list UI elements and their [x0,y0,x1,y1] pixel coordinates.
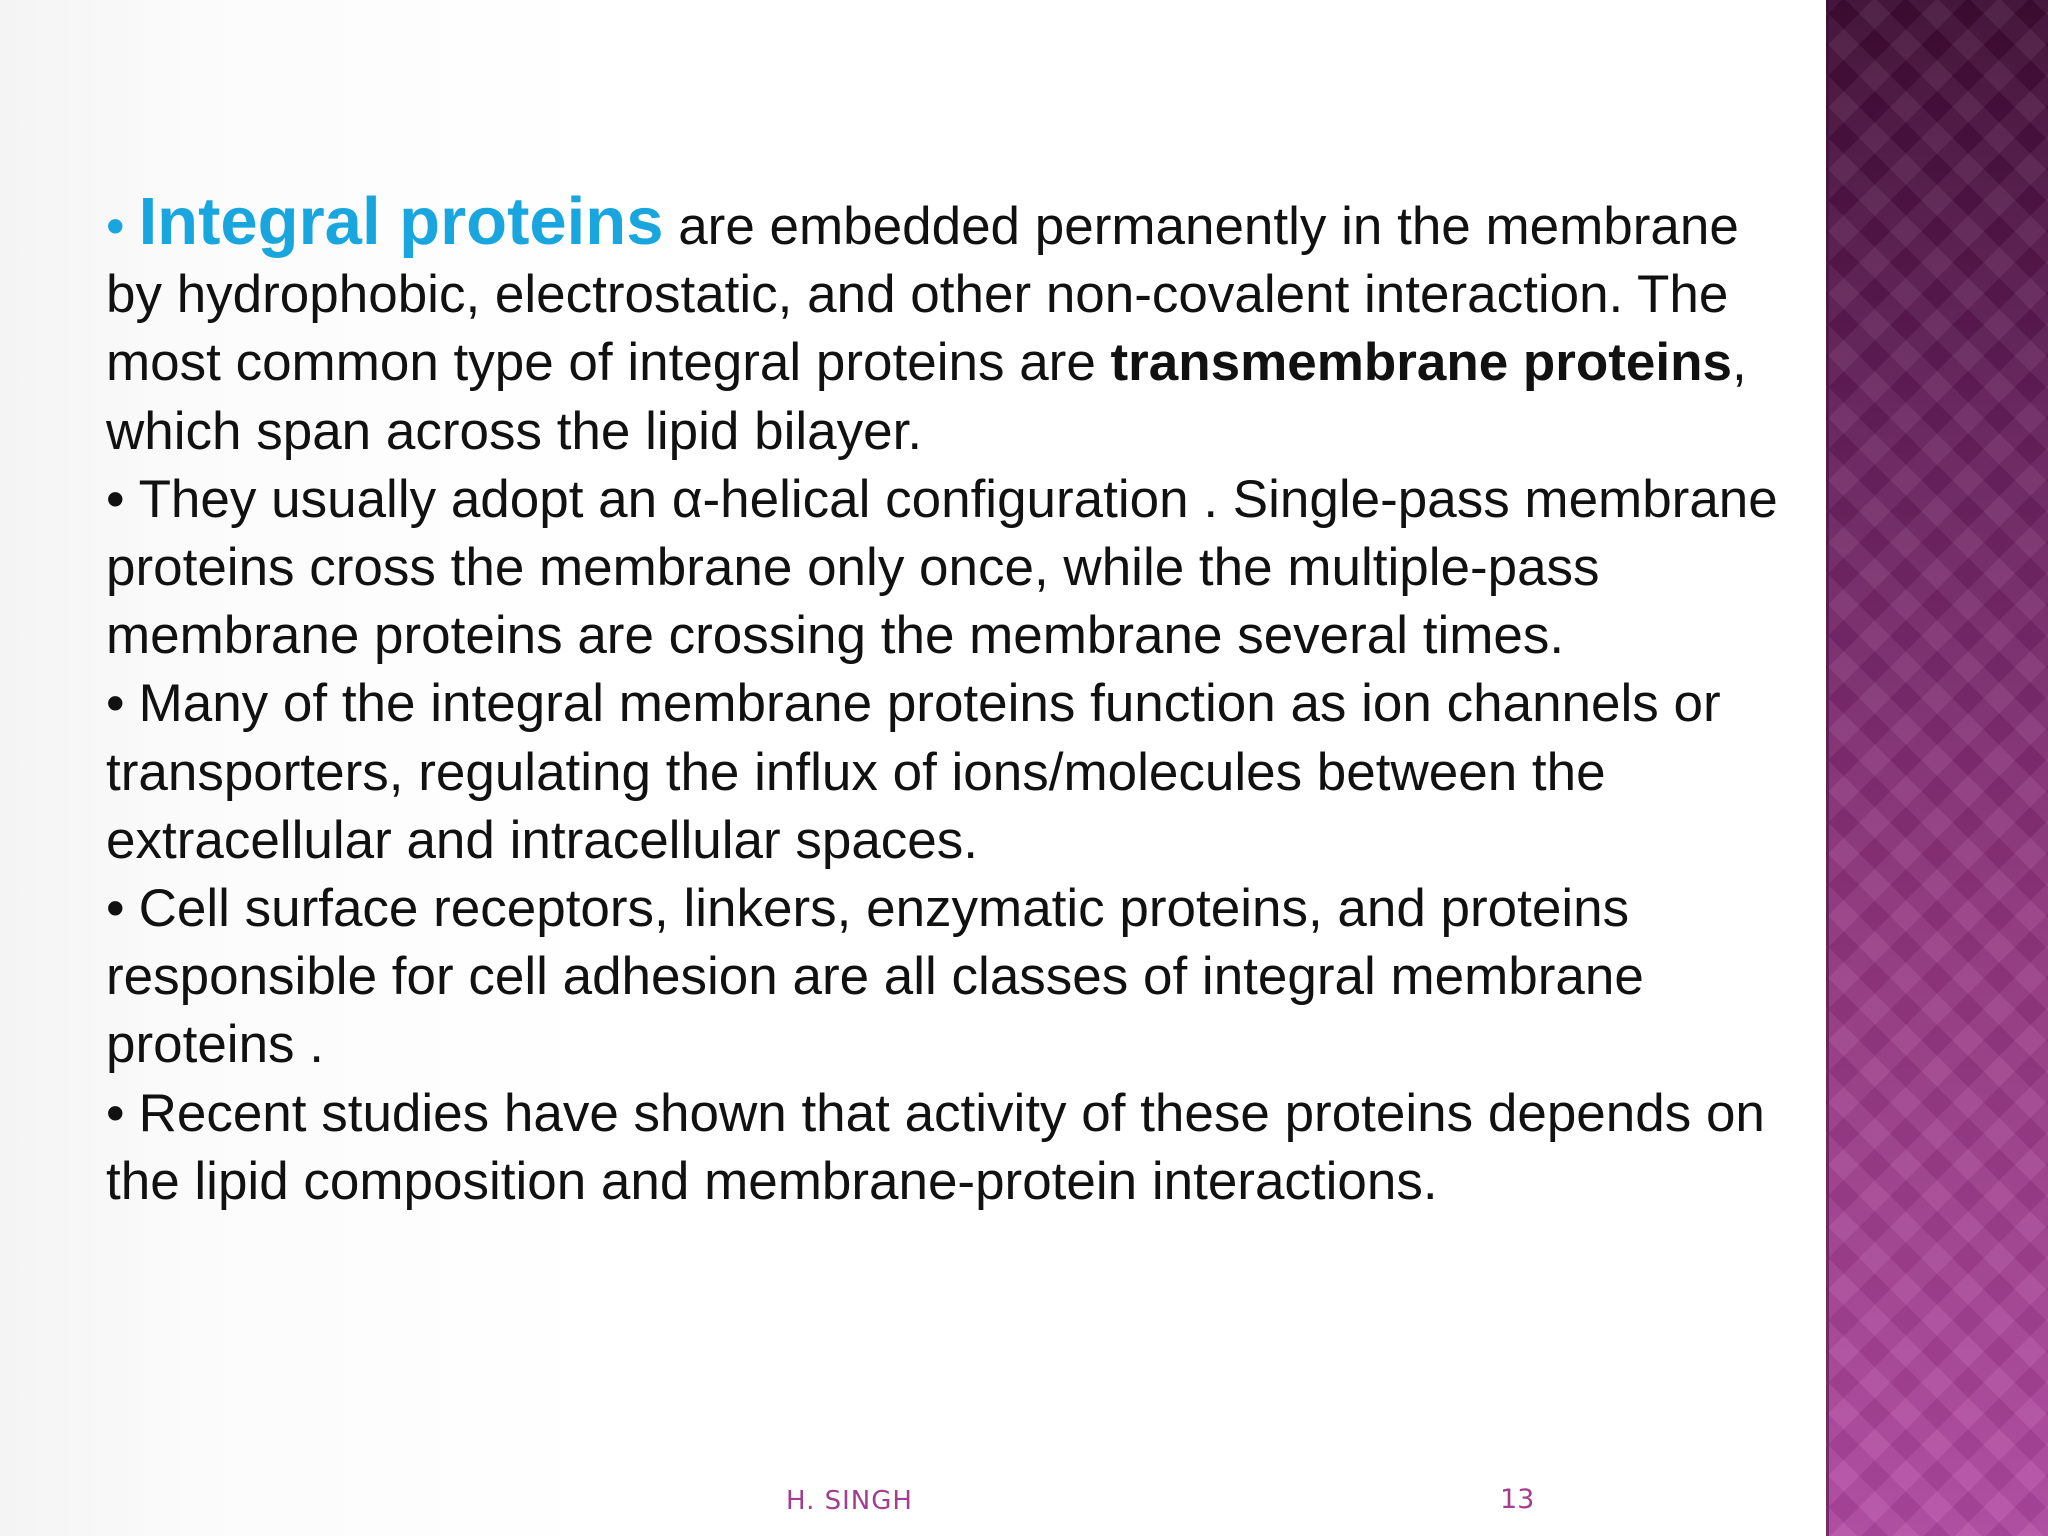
bullet-text: Cell surface receptors, linkers, enzymatic proteins, and proteins responsible for cell adhesion are all classes of integral membrane proteins . [106,879,1644,1075]
slide-body [106,184,1806,1216]
bullet-integral-proteins [106,184,1806,466]
footer-author: H. SINGH [786,1486,913,1516]
bullet-recent-studies [106,1080,1806,1216]
integral-proteins-term: Integral proteins [138,184,664,259]
bullet-text: Many of the integral membrane proteins function as ion channels or transporters, regulating the influx of ions/molecules between the extracellular and intracellular spaces. [106,674,1721,870]
bullet-marker: • [106,1083,125,1143]
bullet-text: Recent studies have shown that activity of these proteins depends on the lipid composition and membrane-protein interactions. [106,1083,1765,1211]
decorative-side-band [1826,0,2048,1536]
bullet-ion-channels [106,670,1806,875]
bullet-marker: • [106,879,125,939]
bullet-text-tail: , which span across the lipid bilayer. [106,333,1747,461]
page-number: 13 [1500,1484,1535,1515]
bullet-marker: • [106,469,125,529]
bullet-text: They usually adopt an α-helical configuration . Single-pass membrane proteins cross the membrane only once, while the multiple-pass membrane proteins are crossing the membrane several times. [106,469,1778,666]
bullet-text: are embedded permanently in the membrane by hydrophobic, electrostatic, and other non-covalent interaction. The most common type of integral proteins are [106,197,1739,393]
transmembrane-proteins-term: transmembrane proteins [1110,333,1732,393]
side-band-edge [1826,0,1829,1536]
bullet-helical-configuration [106,466,1806,671]
bullet-marker: • [106,197,125,256]
bullet-marker: • [106,674,125,734]
bullet-protein-classes [106,875,1806,1080]
